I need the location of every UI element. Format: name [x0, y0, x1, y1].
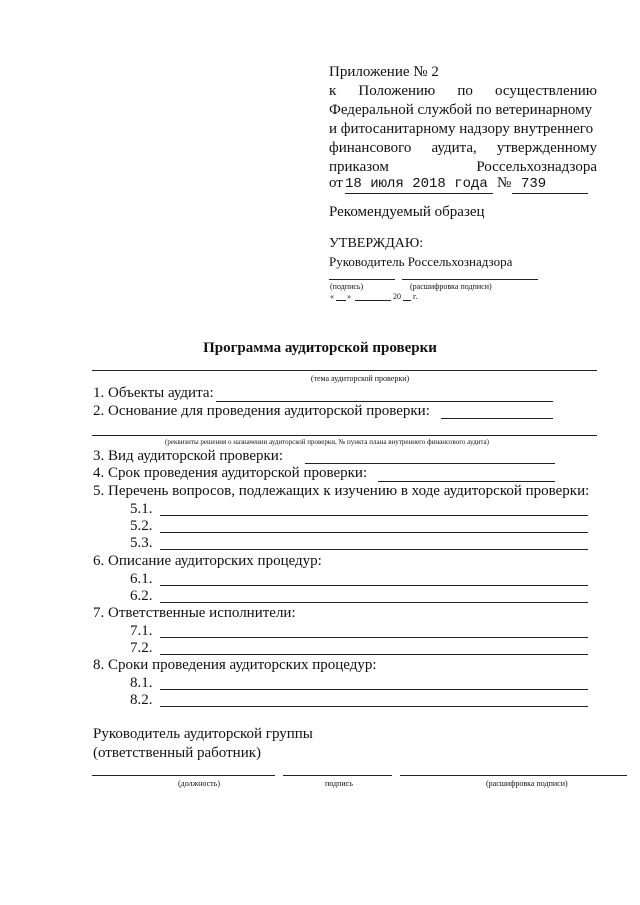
group-head-title: Руководитель аудиторской группы: [93, 726, 313, 742]
sub-item-5-1: 5.1.: [130, 501, 153, 517]
order-date: 18 июля 2018 года: [345, 176, 488, 192]
sub-item-6-2: 6.2.: [130, 588, 153, 604]
header-line-1: [329, 82, 597, 101]
sub-item-8-2-line: [160, 706, 588, 707]
sub-item-7-1-line: [160, 637, 588, 638]
group-head-subtitle: (ответственный работник): [93, 745, 262, 761]
approve-year-prefix: 20: [393, 292, 401, 301]
header-word: Россельхознадзора: [476, 159, 597, 175]
item-procedures-description: 6. Описание аудиторских процедур:: [93, 553, 322, 569]
sub-item-7-1: 7.1.: [130, 623, 153, 639]
recommended-sample: Рекомендуемый образец: [329, 204, 485, 220]
footer-sign-line: [283, 775, 392, 776]
approve-date-close: »: [347, 292, 351, 301]
audit-term-line: [378, 481, 555, 482]
header-line-5: [329, 158, 597, 177]
sub-item-8-1-line: [160, 689, 588, 690]
item-responsible-executors: 7. Ответственные исполнители:: [93, 605, 296, 621]
footer-sign-caption: подпись: [325, 779, 353, 788]
approve-year-line: [403, 300, 411, 301]
footer-decode-caption: (расшифровка подписи): [486, 779, 568, 788]
approve-sign-caption: (подпись): [330, 282, 364, 291]
header-word: приказом: [329, 159, 389, 175]
audit-basis-caption: (реквизиты решения о назначении аудиторской проверки, № пункта плана внутреннего финансового аудита): [165, 438, 489, 446]
document-title: Программа аудиторской проверки: [203, 340, 437, 356]
order-from: от: [329, 175, 343, 191]
sub-item-5-1-line: [160, 515, 588, 516]
audit-type-line: [305, 463, 555, 464]
approve-day-line: [336, 300, 346, 301]
sub-item-8-1: 8.1.: [130, 675, 153, 691]
sub-item-5-3: 5.3.: [130, 535, 153, 551]
approve-decode-caption: (расшифровка подписи): [410, 282, 492, 291]
item-questions-list: 5. Перечень вопросов, подлежащих к изучению в ходе аудиторской проверки:: [93, 483, 590, 499]
header-word: к: [329, 83, 337, 99]
item-procedures-terms: 8. Сроки проведения аудиторских процедур:: [93, 657, 377, 673]
sub-item-5-3-line: [160, 549, 588, 550]
sub-item-6-1: 6.1.: [130, 571, 153, 587]
audit-basis-line: [441, 418, 553, 419]
sub-item-7-2: 7.2.: [130, 640, 153, 656]
footer-decode-line: [400, 775, 627, 776]
item-audit-term: 4. Срок проведения аудиторской проверки:: [93, 465, 368, 481]
topic-caption: (тема аудиторской проверки): [310, 374, 410, 383]
header-word: Положению: [358, 83, 436, 99]
appendix-label: Приложение № 2: [329, 64, 439, 80]
audit-objects-line: [216, 401, 553, 402]
sub-item-8-2: 8.2.: [130, 692, 153, 708]
sub-item-5-2-line: [160, 532, 588, 533]
header-word: аудита,: [431, 140, 477, 156]
item-audit-basis: 2. Основание для проведения аудиторской проверки:: [93, 403, 430, 419]
audit-basis-line-2: [92, 435, 597, 436]
approve-month-line: [355, 300, 391, 301]
sub-item-7-2-line: [160, 654, 588, 655]
footer-position-caption: (должность): [178, 779, 220, 788]
header-word: финансового: [329, 140, 412, 156]
approve-sign-line: [329, 279, 395, 280]
approve-title: УТВЕРЖДАЮ:: [329, 236, 424, 251]
sub-item-6-2-line: [160, 602, 588, 603]
approve-date-open: «: [330, 292, 334, 301]
order-date-line: [345, 193, 493, 194]
approve-decode-line: [402, 279, 538, 280]
header-line-3: и фитосанитарному надзору внутреннего: [329, 121, 594, 137]
approve-position: Руководитель Россельхознадзора: [329, 254, 513, 269]
header-word: по: [457, 83, 473, 99]
footer-position-line: [92, 775, 275, 776]
header-line-2: Федеральной службой по ветеринарному: [329, 102, 593, 118]
order-number: 739: [521, 176, 547, 192]
header-word: утвержденному: [496, 140, 597, 156]
order-number-line: [512, 193, 588, 194]
header-word: осуществлению: [495, 83, 597, 99]
topic-line: [92, 370, 597, 371]
item-audit-objects: 1. Объекты аудита:: [93, 385, 214, 401]
header-line-4: [329, 139, 597, 158]
item-audit-type: 3. Вид аудиторской проверки:: [93, 448, 284, 464]
sub-item-6-1-line: [160, 585, 588, 586]
order-number-sign: №: [497, 175, 512, 191]
approve-year-suffix: г.: [413, 292, 418, 301]
sub-item-5-2: 5.2.: [130, 518, 153, 534]
